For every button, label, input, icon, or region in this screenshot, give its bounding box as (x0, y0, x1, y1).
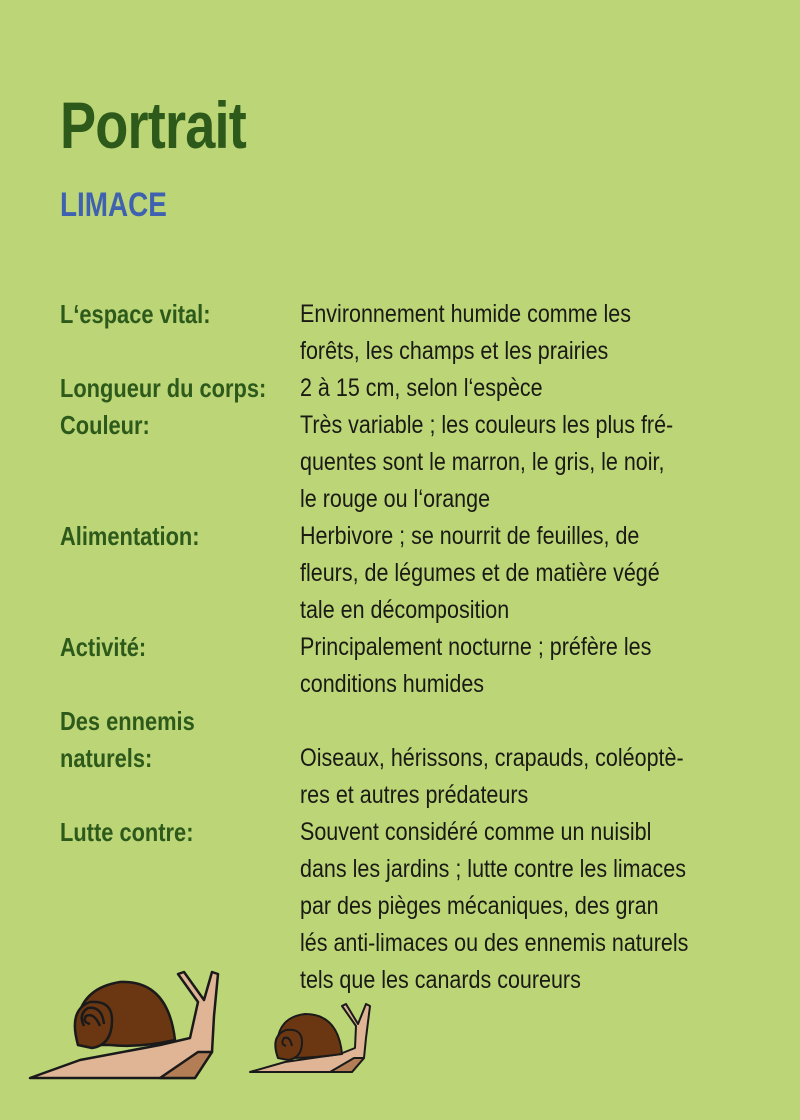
row-value-line: res et autres prédateurs (300, 781, 529, 809)
row-label-line: Alimentation: (60, 521, 200, 551)
row-value-line: quentes sont le marron, le gris, le noir, (300, 448, 665, 476)
row-label (60, 296, 262, 333)
snail-illustration (20, 960, 400, 1090)
row-label-line: naturels: (60, 743, 153, 773)
row-value-line: Principalement nocturne ; préfère les (300, 633, 652, 661)
row-value-line: par des pièges mécaniques, des gran (300, 892, 659, 920)
page-title: Portrait (60, 88, 246, 162)
row-label (60, 370, 267, 407)
page-subtitle: LIMACE (60, 186, 167, 224)
row-label-line: Couleur: (60, 410, 150, 440)
row-value-line: le rouge ou l‘orange (300, 485, 491, 513)
row-value-line: lés anti-limaces ou des ennemis naturels (300, 929, 689, 957)
row-value-line: tale en décomposition (300, 596, 510, 624)
row-value (300, 407, 743, 518)
row-value-line: Oiseaux, hérissons, crapauds, coléoptè- (300, 744, 684, 772)
row-value-line: dans les jardins ; lutte contre les limaces (300, 855, 686, 883)
info-row (60, 370, 780, 407)
row-label (60, 703, 262, 777)
row-value-line: Souvent considéré comme un nuisibl (300, 818, 652, 846)
row-value-line: Environnement humide comme les (300, 300, 632, 328)
row-label-line: L‘espace vital: (60, 299, 211, 329)
row-value (300, 629, 743, 703)
row-label (60, 518, 262, 555)
snail-large-icon (30, 972, 218, 1078)
info-row (60, 407, 780, 518)
row-value-line: Très variable ; les couleurs les plus fré- (300, 411, 674, 439)
row-value (300, 296, 743, 370)
row-value-line: 2 à 15 cm, selon l‘espèce (300, 374, 543, 402)
info-row (60, 296, 780, 370)
snail-small-icon (250, 1004, 370, 1072)
row-label-line: Lutte contre: (60, 817, 194, 847)
row-value (300, 518, 743, 629)
row-label (60, 629, 262, 666)
row-value-line: forêts, les champs et les prairies (300, 337, 609, 365)
row-label (60, 407, 262, 444)
row-value-line (300, 703, 743, 740)
row-value (300, 703, 743, 814)
row-value-line: fleurs, de légumes et de matière végé (300, 559, 660, 587)
row-value-line: conditions humides (300, 670, 485, 698)
info-row (60, 629, 780, 703)
row-value-line: tels que les canards coureurs (300, 966, 581, 994)
info-row (60, 518, 780, 629)
row-label (60, 814, 262, 851)
row-label-line: Activité: (60, 632, 147, 662)
info-row (60, 703, 780, 814)
row-value-line: Herbivore ; se nourrit de feuilles, de (300, 522, 640, 550)
row-value (300, 370, 743, 407)
info-table (60, 296, 780, 999)
row-label-line: Longueur du corps: (60, 373, 267, 403)
row-label-line: Des ennemis (60, 706, 195, 736)
